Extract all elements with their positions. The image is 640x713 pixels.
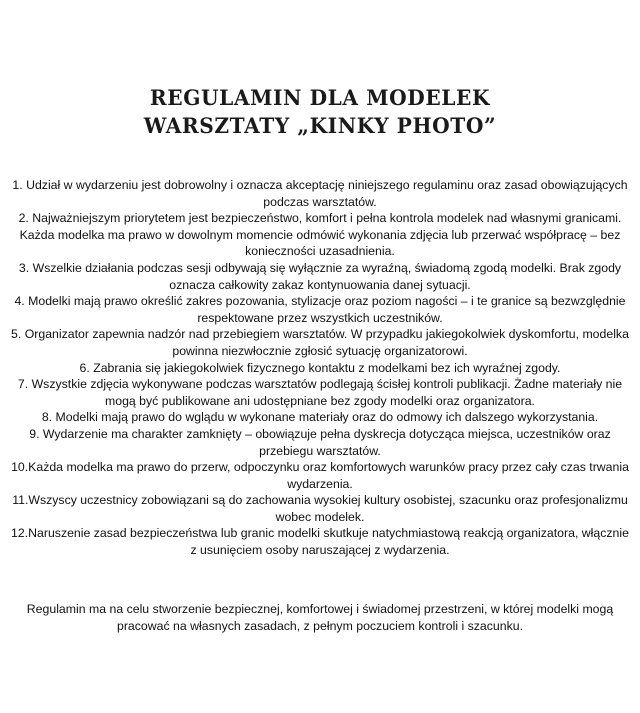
- rule-4: 4. Modelki mają prawo określić zakres pozowania, stylizacje oraz poziom nagości – i te granice są bezwzględnie respektowane przez wszystkich uczestników.: [14, 294, 626, 325]
- rule-1: 1. Udział w wydarzeniu jest dobrowolny i oznacza akceptację niniejszego regulaminu oraz zasad obowiązujących podczas warsztatów.: [12, 178, 628, 209]
- closing-text: Regulamin ma na celu stworzenie bezpiecznej, komfortowej i świadomej przestrzeni, w której modelki mogą pracować na własnych zasadach, z pełnym poczuciem kontroli i szacunku.: [26, 602, 614, 633]
- rule-12: 12.Naruszenie zasad bezpieczeństwa lub granic modelki skutkuje natychmiastową reakcją organizatora, włącznie z usunięciem osoby naruszającej z wydarzenia.: [11, 526, 629, 558]
- rule-6: 6. Zabrania się jakiegokolwiek fizycznego kontaktu z modelkami bez ich wyraźnej zgody.: [79, 360, 561, 375]
- rule-2: 2. Najważniejszym priorytetem jest bezpieczeństwo, komfort i pełna kontrola modelek nad własnymi granicami. Każda modelka ma prawo w dowolnym momencie odmówić wykonania zdjęcia lub przerwać współpracę – bez konieczności uzasadnienia.: [18, 211, 622, 259]
- rule-11: 11.Wszyscy uczestnicy zobowiązani są do zachowania wysokiej kultury osobistej, szacunku oraz profesjonalizmu wobec modelek.: [12, 493, 628, 524]
- rule-8: 8. Modelki mają prawo do wglądu w wykonane materiały oraz do odmowy ich dalszego wykorzystania.: [41, 410, 599, 425]
- title-line-2: WARSZTATY „KINKY PHOTO”: [143, 113, 497, 138]
- rule-10: 10.Każda modelka ma prawo do przerw, odpoczynku oraz komfortowych warunków pracy przez cały czas trwania wydarzenia.: [11, 460, 629, 491]
- rule-3: 3. Wszelkie działania podczas sesji odbywają się wyłącznie za wyraźną, świadomą zgodą modelki. Brak zgody oznacza całkowity zakaz kontynuowania danej sytuacji.: [18, 260, 622, 292]
- rule-5: 5. Organizator zapewnia nadzór nad przebiegiem warsztatów. W przypadku jakiegokolwiek dyskomfortu, modelka powinna niezwłocznie zgłosić sytuację organizatorowi.: [11, 327, 629, 358]
- document-title: [0, 84, 640, 140]
- rules-list: [10, 177, 630, 559]
- closing-statement: [0, 601, 640, 635]
- rule-7: 7. Wszystkie zdjęcia wykonywane podczas warsztatów podlegają ścisłej kontroli publikacji. Żadne materiały nie mogą być publikowane ani udostępniane bez zgody modelki oraz organizatora.: [17, 377, 623, 408]
- rule-9: 9. Wydarzenie ma charakter zamknięty – obowiązuje pełna dyskrecja dotycząca miejsca, uczestników oraz przebiegu warsztatów.: [29, 426, 611, 458]
- title-line-1: REGULAMIN DLA MODELEK: [149, 85, 491, 110]
